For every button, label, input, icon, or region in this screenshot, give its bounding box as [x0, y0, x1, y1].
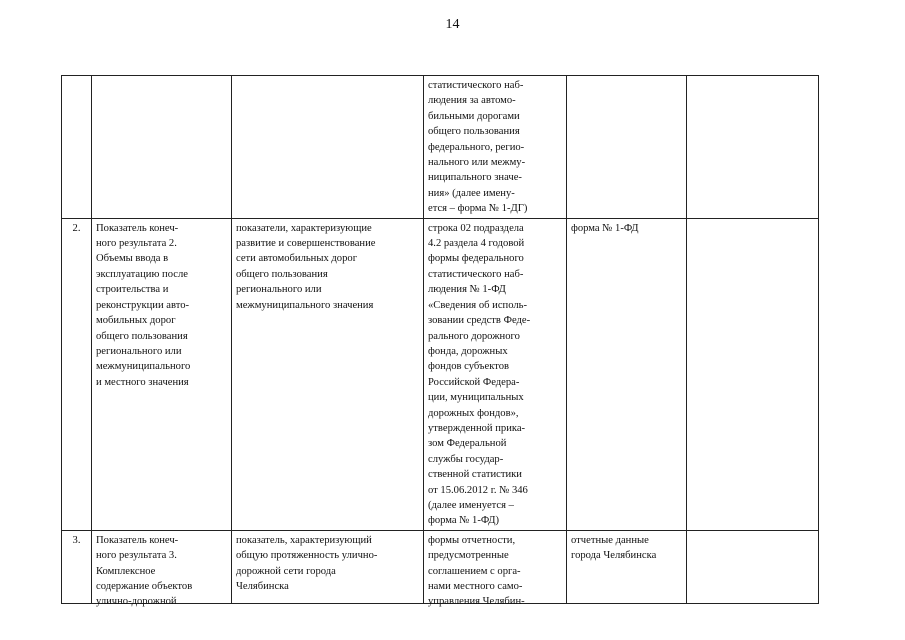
row-number: 2.	[62, 218, 92, 530]
row-number	[62, 76, 92, 219]
extra-cell	[687, 76, 819, 219]
form-cell	[567, 76, 687, 219]
indicator-cell: Показатель конеч- ного результата 2. Объемы ввода в эксплуатацию после строительства и реконструкции авто- мобильных дорог общего пользования регионального или межмуниципального и местного значения	[92, 218, 232, 530]
source-cell: статистического наб- людения за автомо- бильными дорогами общего пользования федерального, регио- нального или межму- ниципального значе- ния» (далее имену- ется – форма № 1-ДГ)	[424, 76, 567, 219]
source-cell: формы отчетности, предусмотренные соглашением с орга- нами местного само- управления Челябин-	[424, 530, 567, 603]
definition-cell: показатели, характеризующие развитие и совершенствование сети автомобильных дорог общего пользования регионального или межмуниципального значения	[232, 218, 424, 530]
indicator-cell: Показатель конеч- ного результата 3. Комплексное содержание объектов улично-дорожной	[92, 530, 232, 603]
form-cell: отчетные данные города Челябинска	[567, 530, 687, 603]
extra-cell	[687, 218, 819, 530]
table-row	[62, 76, 819, 219]
form-cell: форма № 1-ФД	[567, 218, 687, 530]
row-number: 3.	[62, 530, 92, 603]
table-row	[62, 530, 819, 603]
indicator-cell	[92, 76, 232, 219]
indicators-table	[61, 75, 819, 608]
definition-cell	[232, 76, 424, 219]
source-cell: строка 02 подраздела 4.2 раздела 4 годовой формы федерального статистического наб- людения № 1-ФД «Сведения об исполь- зовании средств Феде- рального дорожного фонда, дорожных фондов субъектов Российской Федера- ции, муниципальных дорожных фондов», утвержденной прика- зом Федеральной службы государ- ственной статистики от 15.06.2012 г. № 346 (далее именуется – форма № 1-ФД)	[424, 218, 567, 530]
page-number: 14	[445, 17, 460, 32]
definition-cell: показатель, характеризующий общую протяженность улично- дорожной сети города Челябинска	[232, 530, 424, 603]
table-row	[62, 218, 819, 530]
extra-cell	[687, 530, 819, 603]
